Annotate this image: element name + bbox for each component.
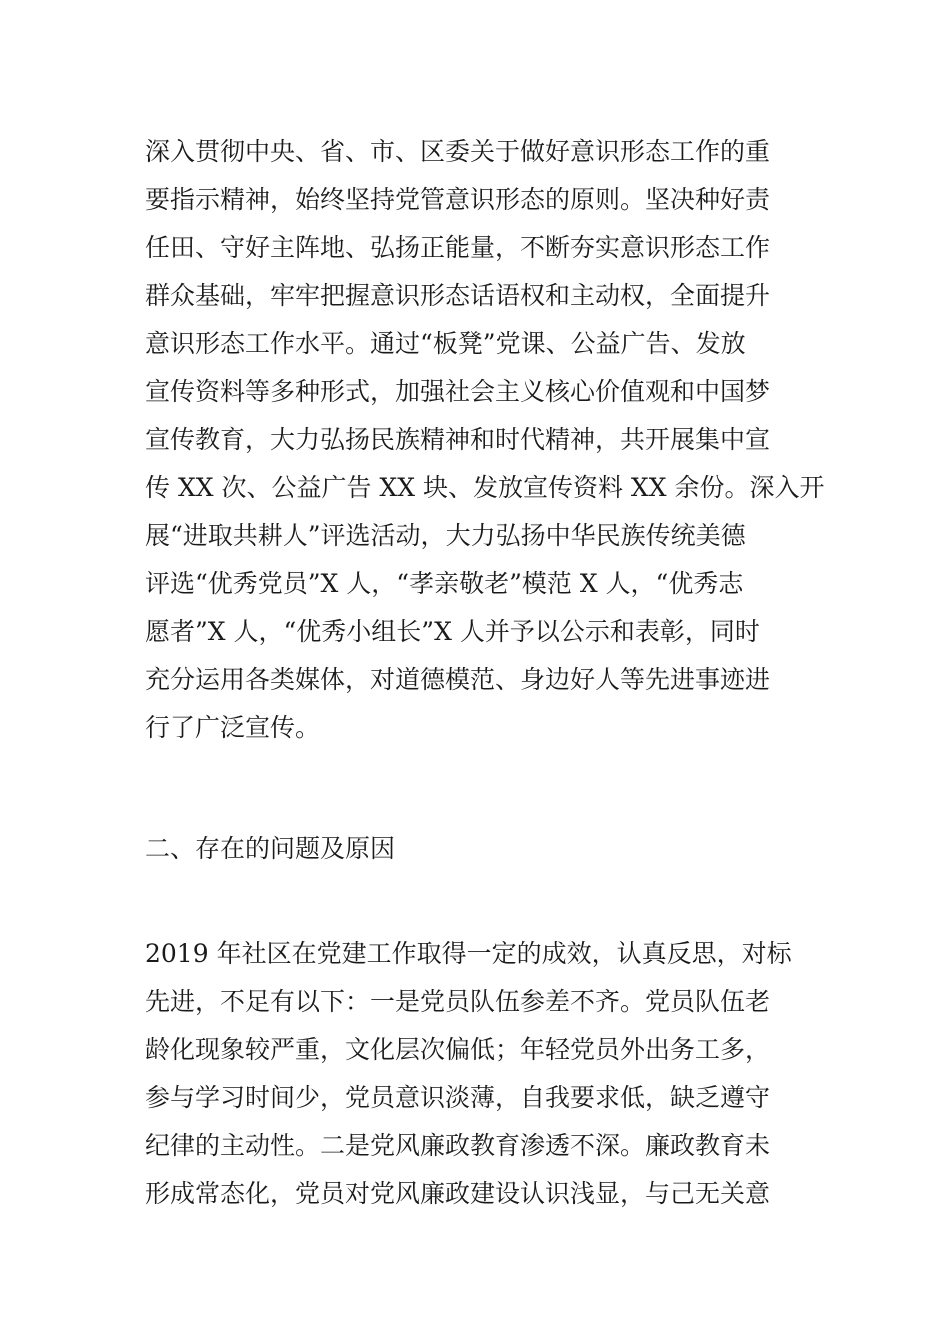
text-line: 传 XX 次、公益广告 XX 块、发放宣传资料 XX 余份。深入开 [145,473,825,502]
section-heading [145,825,810,873]
text-line: 形成常态化，党员对党风廉政建设认识浅显，与己无关意 [145,1179,771,1208]
text-line: 宣传教育，大力弘扬民族精神和时代精神，共开展集中宣 [145,425,771,454]
text-line: 群众基础，牢牢把握意识形态话语权和主动权，全面提升 [145,281,771,310]
text-line: 宣传资料等多种形式，加强社会主义核心价值观和中国梦 [145,377,771,406]
text-line: 愿者”X 人，“优秀小组长”X 人并予以公示和表彰，同时 [145,617,760,646]
text-line: 深入贯彻中央、省、市、区委关于做好意识形态工作的重 [145,137,771,166]
text-line: 任田、守好主阵地、弘扬正能量，不断夯实意识形态工作 [145,233,771,262]
text-line: 纪律的主动性。二是党风廉政教育渗透不深。廉政教育未 [145,1131,771,1160]
text-line: 参与学习时间少，党员意识淡薄，自我要求低，缺乏遵守 [145,1083,771,1112]
text-line: 龄化现象较严重，文化层次偏低；年轻党员外出务工多， [145,1035,771,1064]
body-paragraph-problems [145,930,810,1218]
text-line: 要指示精神，始终坚持党管意识形态的原则。坚决种好责 [145,185,771,214]
text-line: 先进，不足有以下：一是党员队伍参差不齐。党员队伍老 [145,987,771,1016]
text-line: 行了广泛宣传。 [145,713,321,742]
text-line: 2019 年社区在党建工作取得一定的成效，认真反思，对标 [145,939,792,968]
text-line: 意识形态工作水平。通过“板凳”党课、公益广告、发放 [145,329,746,358]
text-line: 充分运用各类媒体，对道德模范、身边好人等先进事迹进 [145,665,771,694]
section-heading-text: 二、存在的问题及原因 [145,834,396,863]
text-line: 评选“优秀党员”X 人，“孝亲敬老”模范 X 人，“优秀志 [145,569,744,598]
text-line: 展“进取共耕人”评选活动，大力弘扬中华民族传统美德 [145,521,746,550]
body-paragraph-ideology-work [145,128,825,752]
